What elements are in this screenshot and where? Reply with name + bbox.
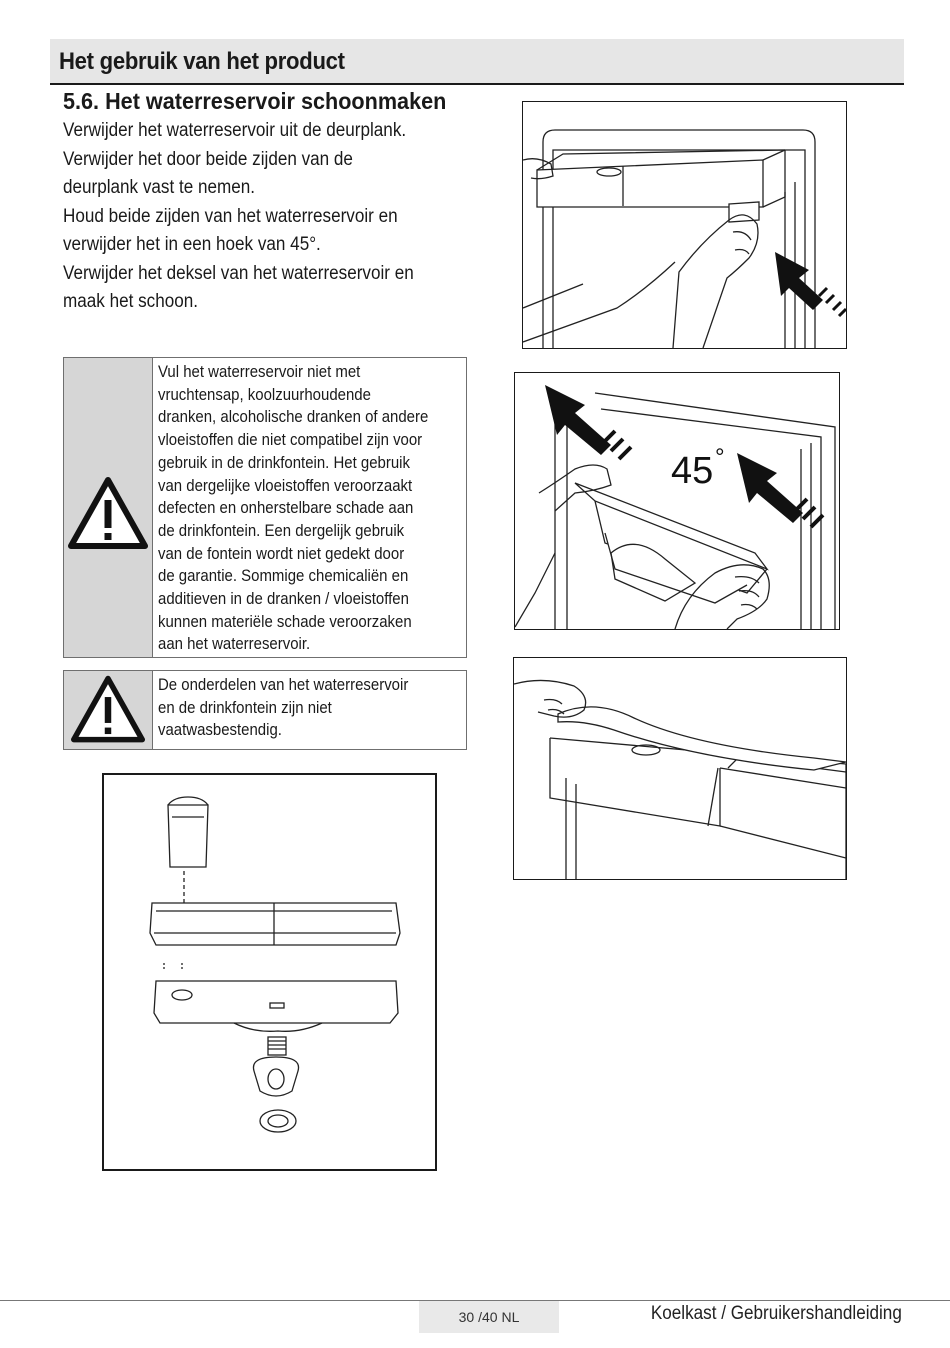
arrow-graphic <box>775 252 846 316</box>
figure-exploded-parts <box>102 773 437 1171</box>
warning-line: gebruik in de drinkfontein. Het gebruik <box>158 452 410 472</box>
warning-line: Vul het waterreservoir niet met <box>158 362 361 381</box>
warning-line: De onderdelen van het waterreservoir <box>158 675 409 694</box>
figure-remove-lid <box>513 657 847 880</box>
instruction-line: verwijder het in een hoek van 45°. <box>63 234 321 255</box>
warning-box-juice <box>63 357 467 658</box>
warning-triangle-icon <box>65 474 151 554</box>
figure-remove-reservoir <box>522 101 847 349</box>
warning-line: van dergelijke vloeistoffen veroorzaakt <box>158 475 413 495</box>
warning-line: vruchtensap, koolzuurhoudende <box>158 384 371 404</box>
section-heading: 5.6. Het waterreservoir schoonmaken <box>63 88 447 114</box>
warning-box-dishwasher <box>63 670 467 750</box>
footer-document-title: Koelkast / Gebruikershandleiding <box>651 1303 902 1324</box>
instruction-line: maak het schoon. <box>63 291 198 312</box>
page-title: Het gebruik van het product <box>59 48 345 75</box>
page-number: 30 /40 NL <box>419 1301 559 1333</box>
section-header-bar <box>50 39 904 85</box>
warning-text <box>158 361 429 656</box>
warning-icon-column <box>64 671 153 749</box>
warning-line: aan het waterreservoir. <box>158 634 311 654</box>
instruction-line: deurplank vast te nemen. <box>63 177 256 198</box>
warning-line: de drinkfontein. Een dergelijk gebruik <box>158 520 405 540</box>
warning-line: dranken, alcoholische dranken of andere <box>158 407 429 427</box>
instructions-text <box>63 117 503 317</box>
instruction-line: Houd beide zijden van het waterreservoir en <box>63 205 398 227</box>
warning-triangle-icon <box>65 673 151 747</box>
warning-line: additieven in de dranken / vloeistoffen <box>158 589 409 609</box>
warning-line: vaatwasbestendig. <box>158 720 282 740</box>
angle-label: 45 <box>671 450 714 492</box>
angle-symbol: ° <box>715 444 725 471</box>
instruction-line: Verwijder het door beide zijden van de <box>63 148 353 170</box>
warning-line: defecten en onherstelbare schade aan <box>158 498 414 518</box>
warning-line: kunnen materiële schade veroorzaken <box>158 611 412 631</box>
warning-text <box>158 674 426 742</box>
warning-icon-column <box>64 358 153 657</box>
instruction-line: Verwijder het deksel van het waterreservoir en <box>63 262 414 284</box>
arrow-graphic <box>737 453 823 527</box>
warning-line: de garantie. Sommige chemicaliën en <box>158 566 409 586</box>
figure-45-degree <box>514 372 840 630</box>
instruction-line: Verwijder het waterreservoir uit de deurplank. <box>63 120 407 141</box>
warning-line: en de drinkfontein zijn niet <box>158 697 332 717</box>
warning-line: van de fontein wordt niet gedekt door <box>158 543 405 563</box>
warning-line: vloeistoffen die niet compatibel zijn voor <box>158 430 423 450</box>
